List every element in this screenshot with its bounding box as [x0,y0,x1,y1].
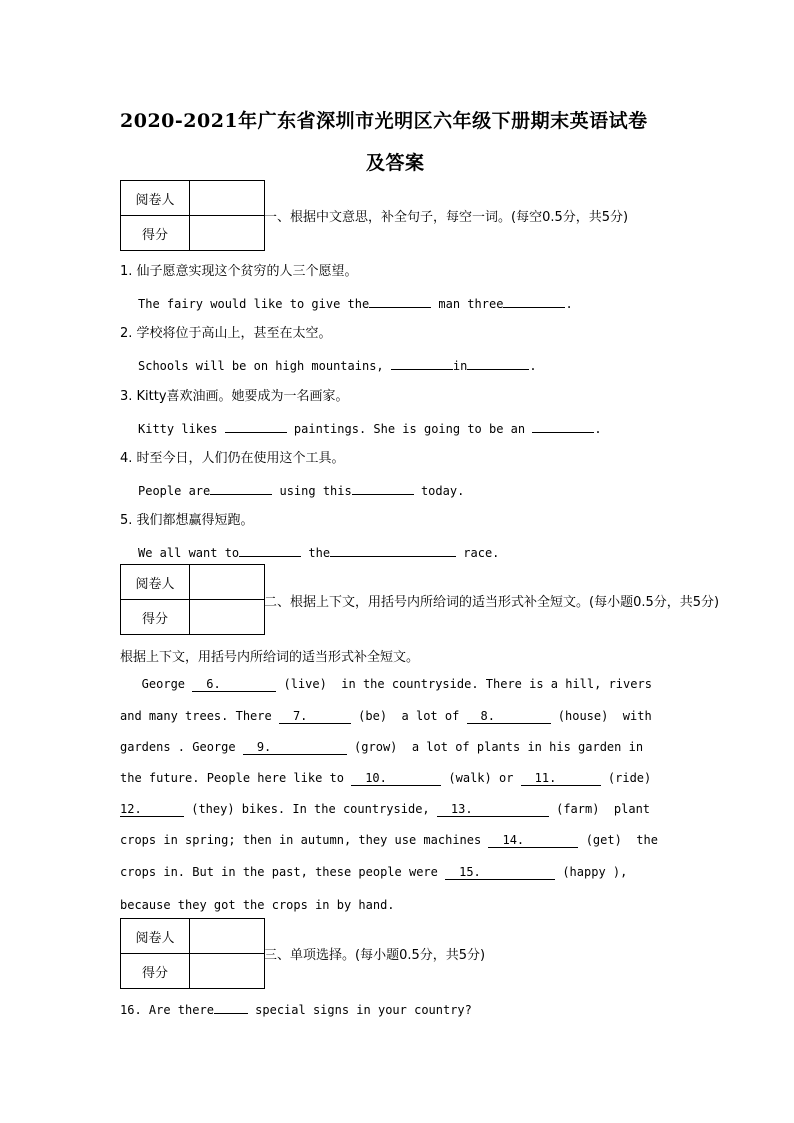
q1-blank-2[interactable] [503,294,565,308]
passage-line-2 [120,709,652,724]
passage-line-6 [120,833,658,848]
score-field[interactable] [190,954,265,989]
passage-text: crops in. But in the past, these people were [120,865,446,879]
q4-chinese: 4. 时至今日，人们仍在使用这个工具。 [120,451,345,466]
q16-text-a: 16. Are there [120,1003,214,1017]
score-label: 得分 [121,954,190,989]
q2-blank-2[interactable] [467,356,529,370]
q1-chinese: 1. 仙子愿意实现这个贫穷的人三个愿望。 [120,264,358,279]
passage-text: (they) bikes. In the countryside, [184,802,437,816]
q5-blank-1[interactable] [239,543,301,557]
passage-text: and many trees. There [120,709,279,723]
passage-text: (farm) plant [548,802,651,816]
reviewer-field[interactable] [190,919,265,954]
q2-english [138,356,537,373]
page-title: 2020-2021年广东省深圳市光明区六年级下册期末英语试卷 [120,110,648,132]
q2-chinese: 2. 学校将位于高山上，甚至在太空。 [120,326,332,341]
q16 [120,1000,472,1017]
q1-blank-1[interactable] [369,294,431,308]
blank-15[interactable]: 15. [445,865,555,880]
q3-blank-1[interactable] [225,419,287,433]
passage-text: (happy ), [555,865,628,879]
blank-12[interactable]: 12. [120,802,184,817]
blank-10[interactable]: 10. [351,771,441,786]
q5-text-c: race. [456,546,500,560]
q4-english [138,481,464,498]
reviewer-label: 阅卷人 [121,919,190,954]
q3-chinese: 3. Kitty喜欢油画。她要成为一名画家。 [120,389,349,404]
passage-text: the future. People here like to [120,771,352,785]
score-box-2 [120,564,265,635]
blank-13[interactable]: 13. [437,802,549,817]
q4-blank-1[interactable] [210,481,272,495]
blank-11[interactable]: 11. [521,771,601,786]
passage-text: George [120,677,193,691]
blank-14[interactable]: 14. [488,833,578,848]
q4-blank-2[interactable] [352,481,414,495]
score-box-3 [120,918,265,989]
q3-blank-2[interactable] [532,419,594,433]
passage-line-8: because they got the crops in by hand. [120,898,395,912]
section1-heading: 一、根据中文意思，补全句子，每空一词。(每空0.5分，共5分) [264,210,629,225]
passage-text: (grow) a lot of plants in his garden in [346,740,644,754]
q1-text-a: The fairy would like to give the [138,297,370,311]
blank-7[interactable]: 7. [279,709,351,724]
passage-text: (ride) [600,771,652,785]
q1-english [138,294,573,311]
section2-intro: 根据上下文，用括号内所给词的适当形式补全短文。 [120,650,420,665]
score-label: 得分 [121,600,190,635]
passage-text: (get) the [578,833,658,847]
blank-6[interactable]: 6. [192,677,276,692]
blank-9[interactable]: 9. [243,740,347,755]
blank-8[interactable]: 8. [467,709,551,724]
passage-line-3 [120,740,643,755]
q3-text-c: . [594,422,602,436]
score-label: 得分 [121,216,190,251]
passage-text: (be) a lot of [350,709,467,723]
passage-text: (live) in the countryside. There is a hill, rivers [276,677,652,691]
q5-text-a: We all want to [138,546,240,560]
passage-text: (walk) or [441,771,521,785]
score-field[interactable] [190,600,265,635]
reviewer-field[interactable] [190,181,265,216]
passage-line-7 [120,865,627,880]
q4-text-b: using this [272,484,352,498]
q5-blank-2[interactable] [330,543,456,557]
q2-text-b: in [452,359,468,373]
section2-heading: 二、根据上下文，用括号内所给词的适当形式补全短文。(每小题0.5分，共5分) [264,595,720,610]
passage-text: (house) with [550,709,652,723]
q2-text-c: . [529,359,537,373]
passage-line-4 [120,771,651,786]
q2-blank-1[interactable] [391,356,453,370]
q3-text-b: paintings. She is going to be an [286,422,533,436]
q5-english [138,543,499,560]
passage-text: gardens . George [120,740,243,754]
q16-text-b: special signs in your country? [247,1003,472,1017]
score-field[interactable] [190,216,265,251]
passage-text: crops in spring; then in autumn, they use machines [120,833,489,847]
section3-heading: 三、单项选择。(每小题0.5分，共5分) [264,948,486,963]
q5-text-b: the [301,546,331,560]
reviewer-field[interactable] [190,565,265,600]
q4-text-a: People are [138,484,211,498]
score-box-1 [120,180,265,251]
reviewer-label: 阅卷人 [121,181,190,216]
q3-english [138,419,602,436]
passage-line-5 [120,802,650,817]
q2-text-a: Schools will be on high mountains, [138,359,391,373]
reviewer-label: 阅卷人 [121,565,190,600]
q16-blank[interactable] [214,1000,248,1014]
page-subtitle: 及答案 [366,152,425,174]
q4-text-c: today. [413,484,465,498]
q1-text-c: . [565,297,573,311]
passage-line-1 [120,677,652,692]
q3-text-a: Kitty likes [138,422,225,436]
q5-chinese: 5. 我们都想赢得短跑。 [120,513,254,528]
q1-text-b: man three [431,297,504,311]
